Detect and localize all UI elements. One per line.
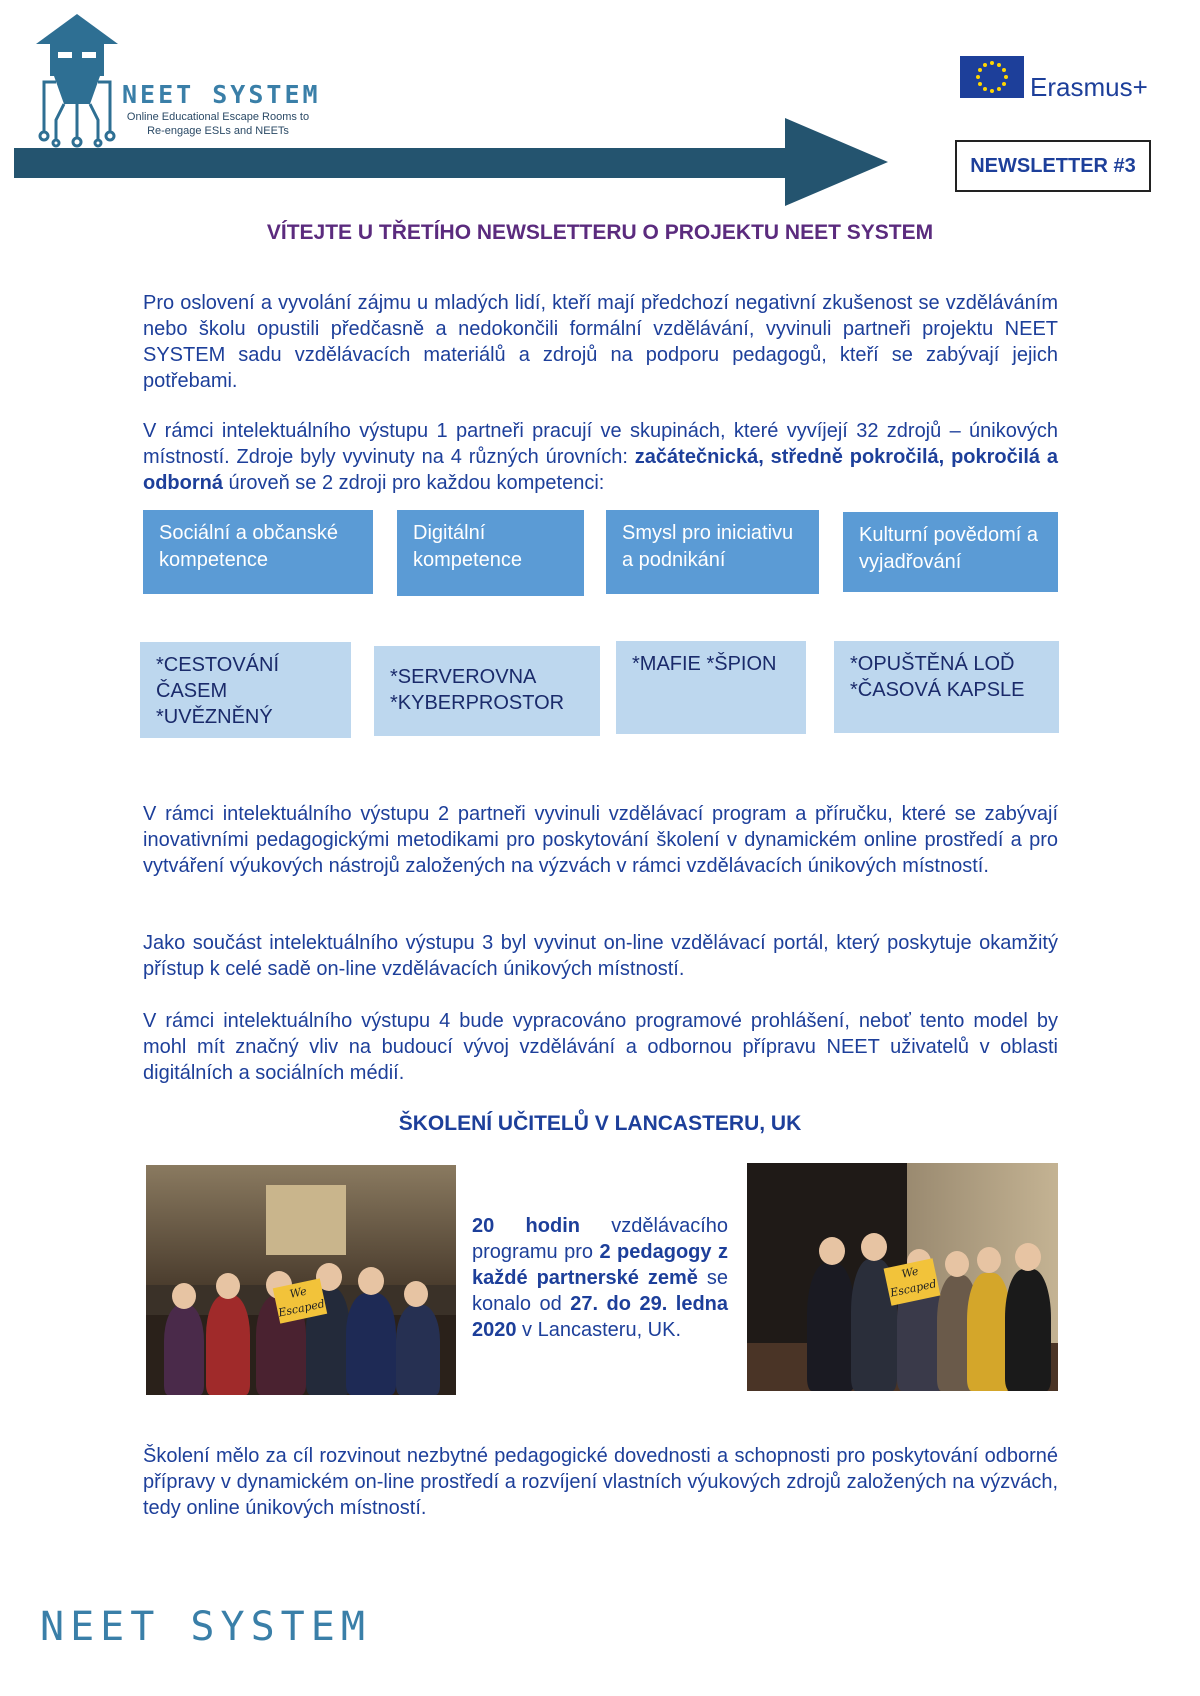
training-outcome-paragraph: Školení mělo za cíl rozvinout nezbytné pedagogické dovednosti a schopnosti pro poskytování odborné přípravy v dynamickém on-line prostředí a rozvíjení vlastních výukových zdrojů založených na výzvách, tedy online únikových místností.: [143, 1445, 1058, 1519]
footer-logo: NEET SYSTEM: [40, 1604, 371, 1650]
competence-box-culture: Kulturní povědomí a vyjadřování: [843, 512, 1058, 592]
training-dates: 27. do 29. ledna 2020: [472, 1293, 728, 1341]
we-escaped-sign-right: We Escaped: [884, 1258, 941, 1306]
output1-levels: začátečnická, středně pokročilá, pokročilá a odborná: [143, 446, 1058, 494]
output4-paragraph: V rámci intelektuálního výstupu 4 bude vypracováno programové prohlášení, neboť tento model by mohl mít značný vliv na budoucí vývoj vzdělávání a odbornou přípravu NEET uživatelů v oblasti digitálních a sociálních médií.: [143, 1010, 1058, 1084]
competence-box-social: Sociální a občanské kompetence: [143, 510, 373, 594]
newsletter-badge: NEWSLETTER #3: [955, 140, 1151, 192]
header-arrow-bar: [14, 148, 814, 178]
training-hours: 20 hodin: [472, 1215, 580, 1237]
training-participants: 2 pedagogy z každé partnerské země: [472, 1241, 728, 1289]
training-t1: vzdělávacího programu pro: [472, 1215, 728, 1263]
output1-text-b: úroveň se 2 zdroji pro každou kompetenci:: [223, 472, 605, 494]
training-t2: se konalo od: [472, 1267, 728, 1315]
erasmus-logo-text: Erasmus+: [1030, 72, 1148, 102]
competence-box-initiative: Smysl pro iniciativu a podnikání: [606, 510, 819, 594]
rooms-box-social: *CESTOVÁNÍ ČASEM *UVĚZNĚNÝ: [140, 642, 351, 738]
rooms-box-initiative: *MAFIE *ŠPION: [616, 641, 806, 734]
training-photo-left: [146, 1165, 456, 1395]
output1-paragraph: [143, 418, 1058, 496]
eu-flag-icon: [960, 56, 1024, 98]
intro-paragraph: Pro oslovení a vyvolání zájmu u mladých lidí, kteří mají předchozí negativní zkušenost se vzděláváním nebo školu opustili předčasně a nedokončili formální vzdělávání, vyvinuli partneři projektu NEET SYSTEM sadu vzdělávacích materiálů a zdrojů na podporu pedagogů, kteří se zabývají jejich potřebami.: [143, 292, 1058, 392]
output2-paragraph: V rámci intelektuálního výstupu 2 partneři vyvinuli vzdělávací program a příručku, které se zabývají inovativními pedagogickými metodikami pro poskytování školení v dynamickém online prostředí a pro vytváření výukových nástrojů založených na výzvách v rámci vzdělávacích únikových místností.: [143, 803, 1058, 877]
arrow-head-icon: [770, 110, 890, 210]
output1-text-a: V rámci intelektuálního výstupu 1 partneři pracují ve skupinách, které vyvíjejí 32 zdrojů – únikových místností. Zdroje byly vyvinuty na 4 různých úrovních:: [143, 420, 1058, 468]
we-escaped-sign-left: We Escaped: [273, 1278, 327, 1323]
rooms-box-culture: *OPUŠTĚNÁ LOĎ *ČASOVÁ KAPSLE: [834, 641, 1059, 733]
training-heading: ŠKOLENÍ UČITELŮ V LANCASTERU, UK: [398, 1112, 802, 1135]
output3-paragraph: Jako součást intelektuálního výstupu 3 byl vyvinut on-line vzdělávací portál, který poskytuje okamžitý přístup k celé sadě on-line vzdělávacích únikových místností.: [143, 932, 1058, 980]
training-t3: v Lancasteru, UK.: [516, 1319, 682, 1341]
rooms-box-digital: *SERVEROVNA *KYBERPROSTOR: [374, 646, 600, 736]
competence-box-digital: Digitální kompetence: [397, 510, 584, 596]
training-summary: [472, 1213, 728, 1343]
neet-system-logo-icon: [34, 12, 120, 148]
logo-subtitle: Online Educational Escape Rooms to Re-engage ESLs and NEETs: [126, 111, 310, 137]
training-photo-right: [747, 1163, 1058, 1391]
page-title: VÍTEJTE U TŘETÍHO NEWSLETTERU O PROJEKTU NEET SYSTEM: [266, 221, 934, 244]
logo-title: NEET SYSTEM: [122, 80, 321, 109]
